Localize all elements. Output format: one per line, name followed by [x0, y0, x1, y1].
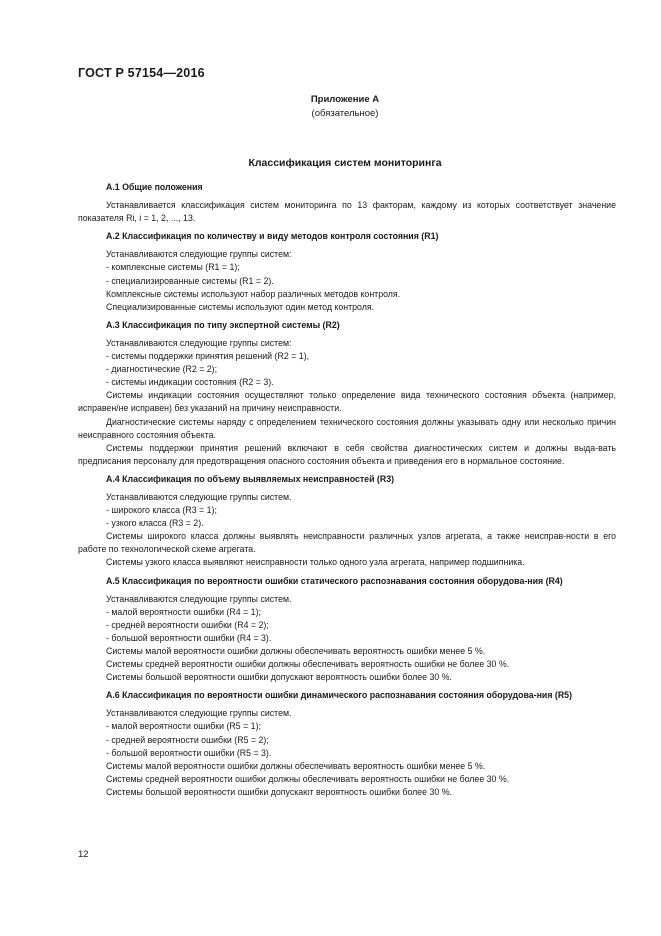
- section-paragraph: - диагностические (R2 = 2);: [106, 364, 218, 375]
- page-number: 12: [78, 849, 89, 860]
- section-paragraph: Системы индикации состояния осуществляют только определение вида технического состояния объекта (например, исправен/не исправен) без указаний на причину неисправности.: [78, 390, 616, 414]
- document-title: Классификация систем мониторинга: [248, 157, 442, 169]
- section-paragraph: - широкого класса (R3 = 1);: [106, 505, 217, 516]
- section-paragraph: Системы средней вероятности ошибки должны обеспечивать вероятность ошибки не более 30 %.: [106, 773, 510, 784]
- section-paragraph: - большой вероятности ошибки (R5 = 3).: [106, 747, 272, 758]
- section-paragraph: - большой вероятности ошибки (R4 = 3).: [106, 632, 272, 643]
- section-paragraph: Системы большой вероятности ошибки допускают вероятность ошибки более 30 %.: [106, 786, 453, 797]
- section-paragraph: Устанавливаются следующие группы систем.: [106, 708, 292, 719]
- section-paragraph: - системы поддержки принятия решений (R2 = 1),: [106, 351, 309, 362]
- section-paragraph: Устанавливаются следующие группы систем:: [106, 249, 292, 260]
- section-paragraph: - средней вероятности ошибки (R4 = 2);: [106, 619, 269, 630]
- section-paragraph: - узкого класса (R3 = 2).: [106, 518, 204, 529]
- section-paragraph: - системы индикации состояния (R2 = 3).: [106, 377, 274, 388]
- section-paragraph: Системы средней вероятности ошибки должны обеспечивать вероятность ошибки не более 30 %.: [106, 659, 510, 670]
- section-paragraph: - комплексные системы (R1 = 1);: [106, 262, 240, 273]
- section-paragraph: Системы малой вероятности ошибки должны обеспечивать вероятность ошибки менее 5 %.: [106, 646, 486, 656]
- section-heading: А.1 Общие положения: [106, 182, 203, 192]
- section-paragraph: - малой вероятности ошибки (R5 = 1);: [106, 721, 261, 732]
- section-paragraph: Комплексные системы используют набор различных методов контроля.: [106, 288, 401, 299]
- section-paragraph: Устанавливаются следующие группы систем.: [106, 491, 292, 502]
- standard-header: ГОСТ Р 57154—2016: [78, 66, 205, 80]
- section-paragraph: Диагностические системы наряду с определением технического состояния должны указывать одну или несколько причин неисправного состояния объекта.: [78, 416, 616, 440]
- section-paragraph: Системы узкого класса выявляют неисправности только одного узла агрегата, например подшипника.: [106, 557, 525, 568]
- section-paragraph: Устанавливаются следующие группы систем:: [106, 337, 292, 348]
- section-heading: А.3 Классификация по типу экспертной системы (R2): [106, 319, 340, 330]
- section-paragraph: - специализированные системы (R1 = 2).: [106, 275, 274, 286]
- section-paragraph: Системы малой вероятности ошибки должны обеспечивать вероятность ошибки менее 5 %.: [106, 760, 486, 771]
- section-paragraph: Системы широкого класса должны выявлять неисправности различных узлов агрегата, а также неисправ-ности в его работе по технологической схеме агрегата.: [78, 531, 616, 555]
- section-heading: А.5 Классификация по вероятности ошибки статического распознавания состояния оборудова-ния (R4): [106, 575, 563, 586]
- section-paragraph: Устанавливаются следующие группы систем.: [106, 593, 292, 604]
- section-paragraph: Специализированные системы используют один метод контроля.: [106, 301, 375, 312]
- section-paragraph: - малой вероятности ошибки (R4 = 1);: [106, 606, 261, 617]
- document-body: [78, 181, 616, 799]
- appendix-status: (обязательное): [311, 108, 379, 119]
- appendix-title: Приложение А: [310, 94, 380, 105]
- section-paragraph: Системы большой вероятности ошибки допускают вероятность ошибки более 30 %.: [106, 672, 453, 683]
- section-heading: А.6 Классификация по вероятности ошибки динамического распознавания состояния оборудова-ния (R5): [106, 690, 572, 701]
- section-heading: А.2 Классификация по количеству и виду методов контроля состояния (R1): [106, 231, 439, 242]
- section-paragraph: - средней вероятности ошибки (R5 = 2);: [106, 734, 269, 745]
- section-heading: А.4 Классификация по объему выявляемых неисправностей (R3): [106, 473, 395, 484]
- section-paragraph: Системы поддержки принятия решений включают в себя свойства диагностических систем и должны выда-вать предписания персоналу для предотвращения опасного состояния объекта и приведения его в нормальное состояние.: [78, 442, 616, 466]
- section-paragraph: Устанавливается классификация систем мониторинга по 13 факторам, каждому из которых соответствует значение показателя Ri, i = 1, 2, ..., 13.: [78, 200, 616, 224]
